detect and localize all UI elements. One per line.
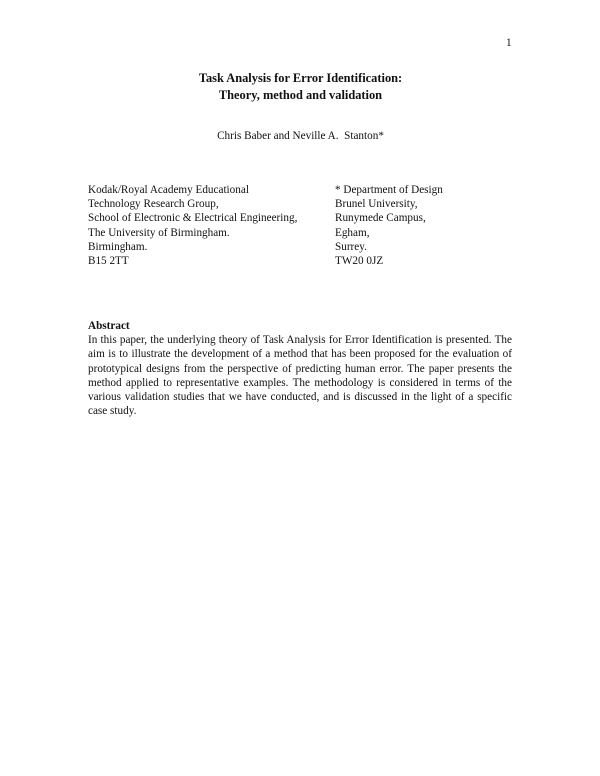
affiliation-brunel <box>335 183 515 268</box>
affiliation-line: * Department of Design <box>335 184 443 196</box>
affiliation-line: Kodak/Royal Academy Educational <box>88 184 249 196</box>
affiliation-line: Technology Research Group, <box>88 198 219 211</box>
authors: Chris Baber and Neville A. Stanton* <box>217 130 384 142</box>
affiliation-line: TW20 0JZ <box>335 255 384 268</box>
affiliation-birmingham <box>88 183 328 268</box>
affiliation-line: School of Electronic & Electrical Engineering, <box>88 212 298 225</box>
abstract-heading: Abstract <box>88 320 130 332</box>
abstract-body: In this paper, the underlying theory of Task Analysis for Error Identification is presented. The aim is to illustrate the development of a method that has been proposed for the evaluation of prototypical designs from the perspective of predicting human error. The paper presents the method applied to representative examples. The methodology is considered in terms of the various validation studies that we have conducted, and is discussed in the light of a specific case study. <box>88 334 512 418</box>
page-number: 1 <box>506 37 512 49</box>
title-line-1: Task Analysis for Error Identification: <box>198 71 403 85</box>
affiliation-line: Runymede Campus, <box>335 212 426 225</box>
paper-title <box>88 70 513 103</box>
abstract-section <box>88 319 512 418</box>
affiliation-line: The University of Birmingham. <box>88 226 230 239</box>
affiliation-line: Birmingham. <box>88 240 148 253</box>
affiliation-line: Egham, <box>335 226 370 239</box>
affiliation-line: Surrey. <box>335 240 367 253</box>
title-line-2: Theory, method and validation <box>218 87 383 102</box>
affiliation-line: B15 2TT <box>88 255 129 268</box>
affiliation-line: Brunel University, <box>335 198 418 211</box>
